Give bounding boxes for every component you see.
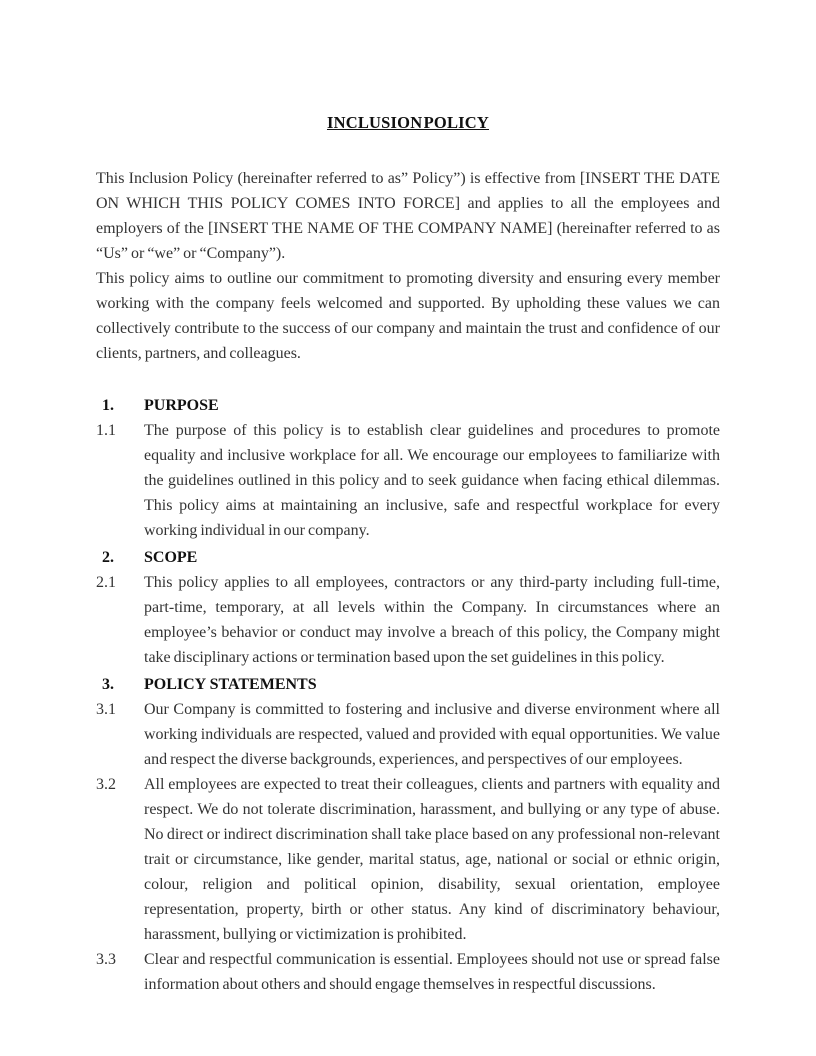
item-text: All employees are expected to treat their colleagues, clients and partners with equality and respect. We do not tolerate discrimination, harassment, and bullying or any type of abuse. No direct or indirect discrimination shall take place based on any professional non-relevant trait or circumstance, like gender, marital status, age, national or social or ethnic origin, colour, religion and political opinion, disability, sexual orientation, employee representation, property, birth or other status. Any kind of discriminatory behaviour, harassment, bullying or victimization is prohibited. bbox=[144, 776, 720, 943]
section-heading-policy-statements bbox=[96, 672, 720, 697]
item-text: This policy applies to all employees, contractors or any third-party including full-time, part-time, temporary, at all levels within the Company. In circumstances where an employee’s behavior or conduct may involve a breach of this policy, the Company might take disciplinary actions or termination based upon the set guidelines in this policy. bbox=[144, 574, 720, 666]
policy-item bbox=[96, 772, 720, 947]
section-number: 1. bbox=[102, 397, 114, 414]
section-heading-label: SCOPE bbox=[144, 549, 198, 566]
item-text: Clear and respectful communication is essential. Employees should not use or spread false information about others and should engage themselves in respectful discussions. bbox=[144, 951, 720, 993]
intro-paragraph: This policy aims to outline our commitment to promoting diversity and ensuring every member working with the company feels welcomed and supported. By upholding these values we can collectively contribute to the success of our company and maintain the trust and confidence of our clients, partners, and colleagues. bbox=[96, 270, 720, 362]
policy-item bbox=[96, 697, 720, 772]
section-number: 3. bbox=[102, 676, 114, 693]
policy-item bbox=[96, 570, 720, 670]
section-heading-label: POLICY STATEMENTS bbox=[144, 676, 317, 693]
section-heading-purpose bbox=[96, 393, 720, 418]
item-number: 3.3 bbox=[96, 951, 116, 968]
item-number: 1.1 bbox=[96, 422, 116, 439]
item-text: Our Company is committed to fostering and inclusive and diverse environment where all working individuals are respected, valued and provided with equal opportunities. We value and respect the diverse backgrounds, experiences, and perspectives of our employees. bbox=[144, 701, 720, 768]
intro-block bbox=[96, 166, 720, 366]
intro-paragraph: This Inclusion Policy (hereinafter referred to as” Policy”) is effective from [INSERT THE DATE ON WHICH THIS POLICY COMES INTO FORCE] and applies to all the employees and employers of the [INSERT THE NAME OF THE COMPANY NAME] (hereinafter referred to as “Us” or “we” or “Company”). bbox=[96, 170, 720, 262]
section-heading-scope bbox=[96, 545, 720, 570]
section-number: 2. bbox=[102, 549, 114, 566]
item-number: 3.1 bbox=[96, 701, 116, 718]
section-heading-label: PURPOSE bbox=[144, 397, 219, 414]
item-number: 2.1 bbox=[96, 574, 116, 591]
document-title: INCLUSION POLICY bbox=[326, 113, 490, 132]
item-number: 3.2 bbox=[96, 776, 116, 793]
policy-item bbox=[96, 418, 720, 543]
item-text: The purpose of this policy is to establish clear guidelines and procedures to promote equality and inclusive workplace for all. We encourage our employees to familiarize with the guidelines outlined in this policy and to seek guidance when facing ethical dilemmas. This policy aims at maintaining an inclusive, safe and respectful workplace for every working individual in our company. bbox=[144, 422, 720, 539]
policy-item bbox=[96, 947, 720, 997]
